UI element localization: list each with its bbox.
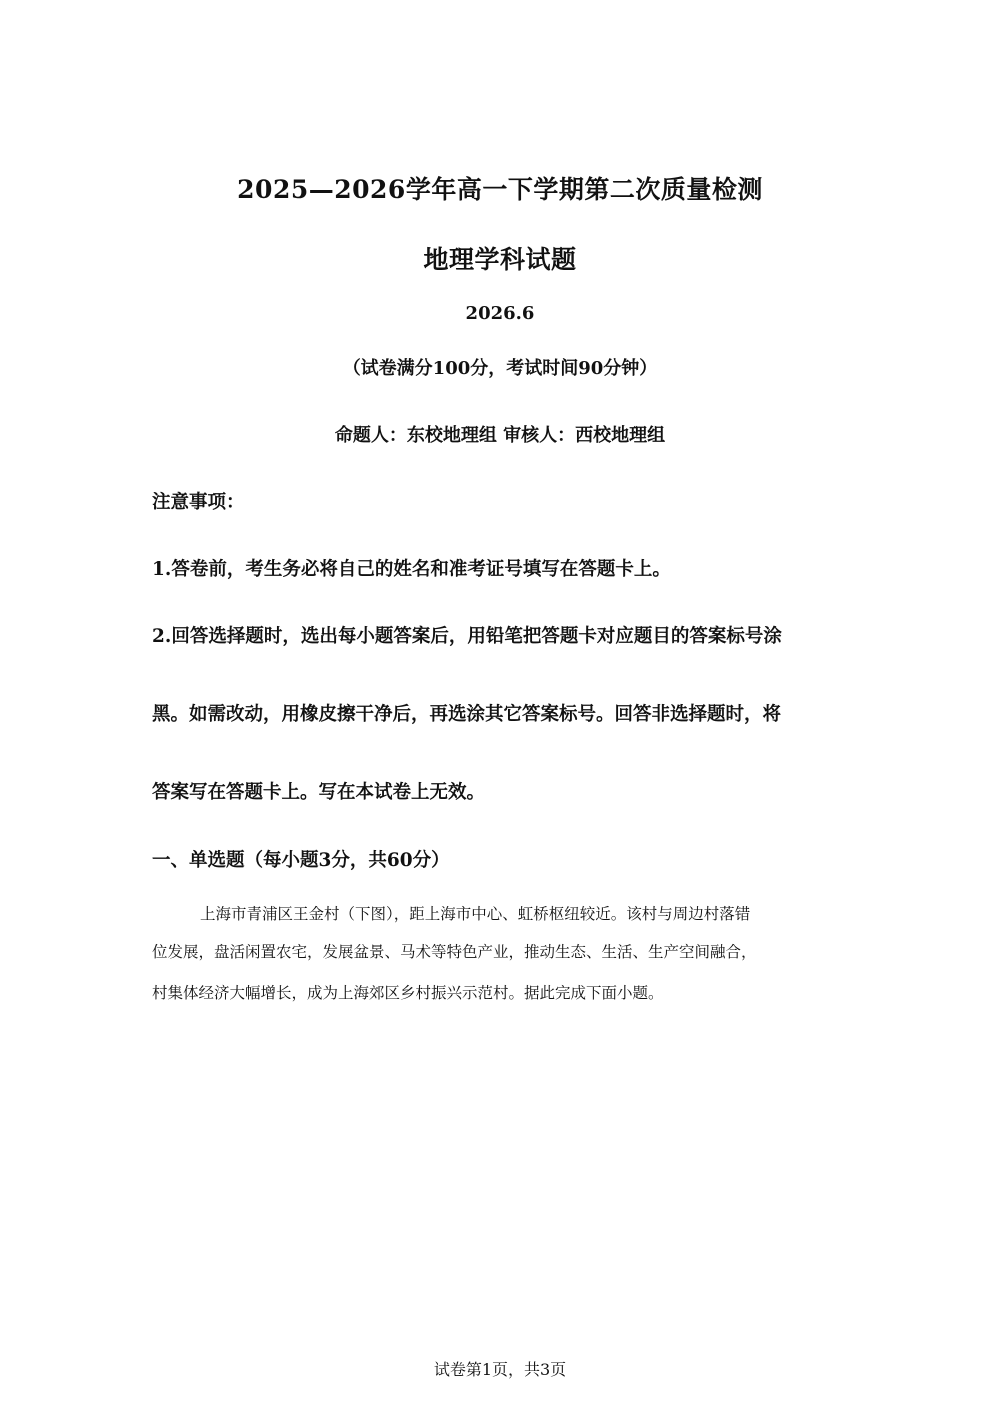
question-paragraph-line-2: 位发展，盘活闲置农宅，发展盆景、马术等特色产业，推动生态、生活、生产空间融合，: [152, 943, 757, 961]
subject-title: 地理学科试题: [423, 245, 577, 274]
notice-item-1: 1.答卷前，考生务必将自己的姓名和准考证号填写在答题卡上。: [152, 559, 671, 580]
authors-line: 命题人：东校地理组 审核人：西校地理组: [334, 425, 666, 446]
exam-info: （试卷满分100分，考试时间90分钟）: [342, 358, 658, 379]
notice-heading: 注意事项：: [152, 492, 245, 513]
notice-item-2-line-2: 黑。如需改动，用橡皮擦干净后，再选涂其它答案标号。回答非选择题时，将: [152, 704, 782, 725]
question-paragraph-line-1: 上海市青浦区王金村（下图），距上海市中心、虹桥枢纽较近。该村与周边村落错: [200, 905, 751, 923]
question-paragraph-line-3: 村集体经济大幅增长，成为上海郊区乡村振兴示范村。据此完成下面小题。: [152, 984, 664, 1002]
notice-item-2-line-1: 2.回答选择题时，选出每小题答案后，用铅笔把答题卡对应题目的答案标号涂: [152, 626, 782, 647]
exam-title: 2025—2026学年高一下学期第二次质量检测: [237, 175, 763, 204]
exam-date: 2026.6: [465, 303, 535, 324]
section-heading: 一、单选题（每小题3分，共60分）: [152, 850, 450, 871]
page-footer: 试卷第1页，共3页: [433, 1360, 567, 1379]
notice-item-2-line-3: 答案写在答题卡上。写在本试卷上无效。: [152, 782, 486, 803]
